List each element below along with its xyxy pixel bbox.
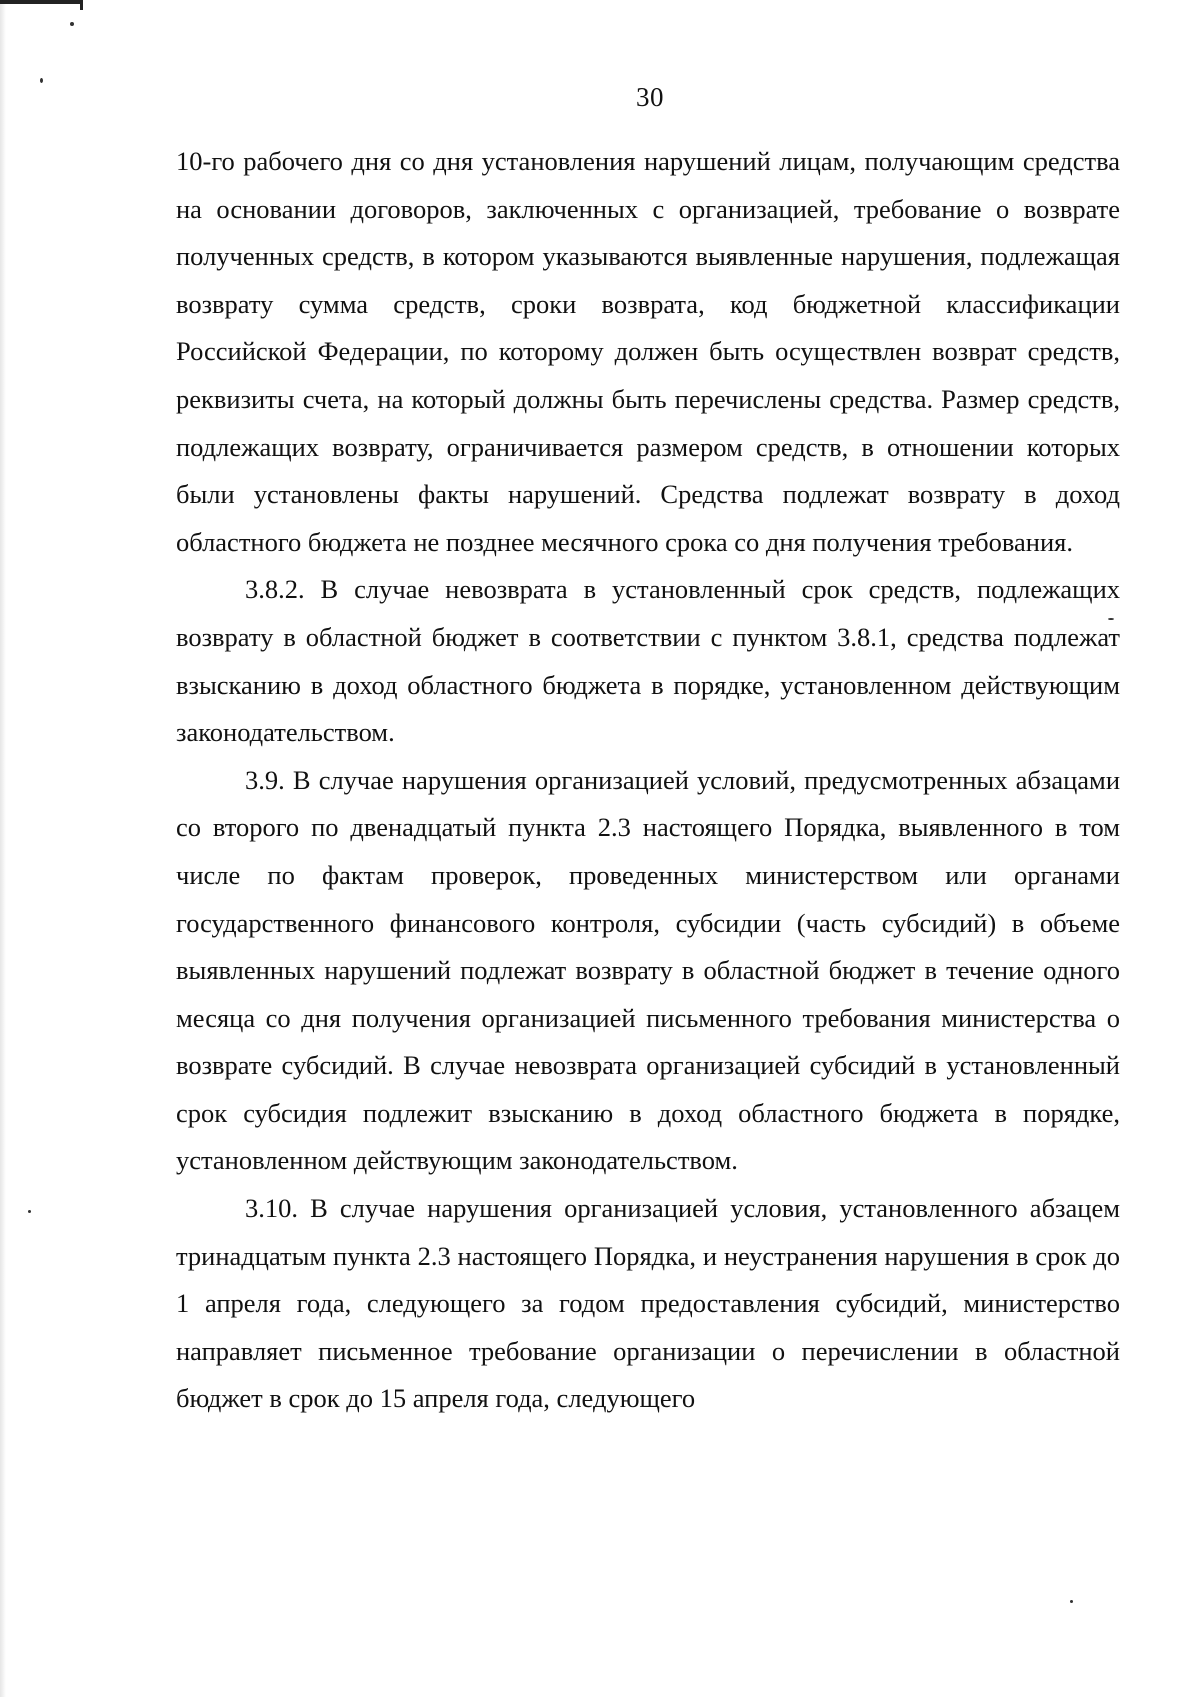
paragraph-continuation: 10-го рабочего дня со дня установления нарушений лицам, получающим средства на основании договоров, заключенных с организацией, требование о возврате полученных средств, в котором указываются выявленные нарушения, подлежащая возврату сумма средств, сроки возврата, код бюджетной классификации Российской Федерации, по которому должен быть осуществлен возврат средств, реквизиты счета, на который должны быть перечислены средства. Размер средств, подлежащих возврату, ограничивается размером средств, в отношении которых были установлены факты нарушений. Средства подлежат возврату в доход областного бюджета не позднее месячного срока со дня получения требования. xyxy=(176,146,1120,557)
scan-shadow xyxy=(0,0,6,1697)
scan-speck xyxy=(1070,1600,1073,1603)
paragraph-clause-3-9: 3.9. В случае нарушения организацией условий, предусмотренных абзацами со второго по двенадцатый пункта 2.3 настоящего Порядка, выявленного в том числе по фактам проверок, проведенных министерством или органами государственного финансового контроля, субсидии (часть субсидий) в объеме выявленных нарушений подлежат возврату в областной бюджет в течение одного месяца со дня получения организацией письменного требования министерства о возврате субсидий. В случае невозврата организацией субсидий в установленный срок субсидия подлежит взысканию в доход областного бюджета в порядке, установленном действующим законодательством. xyxy=(176,764,1120,1176)
scan-speck xyxy=(28,1210,31,1213)
scan-speck xyxy=(70,22,74,26)
scan-corner-mark xyxy=(0,0,83,10)
page-number: 30 xyxy=(636,82,664,112)
paragraph-clause-3-8-2: 3.8.2. В случае невозврата в установленный срок средств, подлежащих возврату в областной бюджет в соответствии с пунктом 3.8.1, средства подлежат взысканию в доход областного бюджета в порядке, установленном действующим законодательством. xyxy=(176,574,1120,748)
document-body xyxy=(176,138,1120,1423)
paragraph-clause-3-10: 3.10. В случае нарушения организацией условия, установленного абзацем тринадцатым пункта 2.3 настоящего Порядка, и неустранения нарушения в срок до 1 апреля года, следующего за годом предоставления субсидий, министерство направляет письменное требование организации о перечислении в областной бюджет в срок до 15 апреля года, следующего xyxy=(176,1193,1120,1414)
